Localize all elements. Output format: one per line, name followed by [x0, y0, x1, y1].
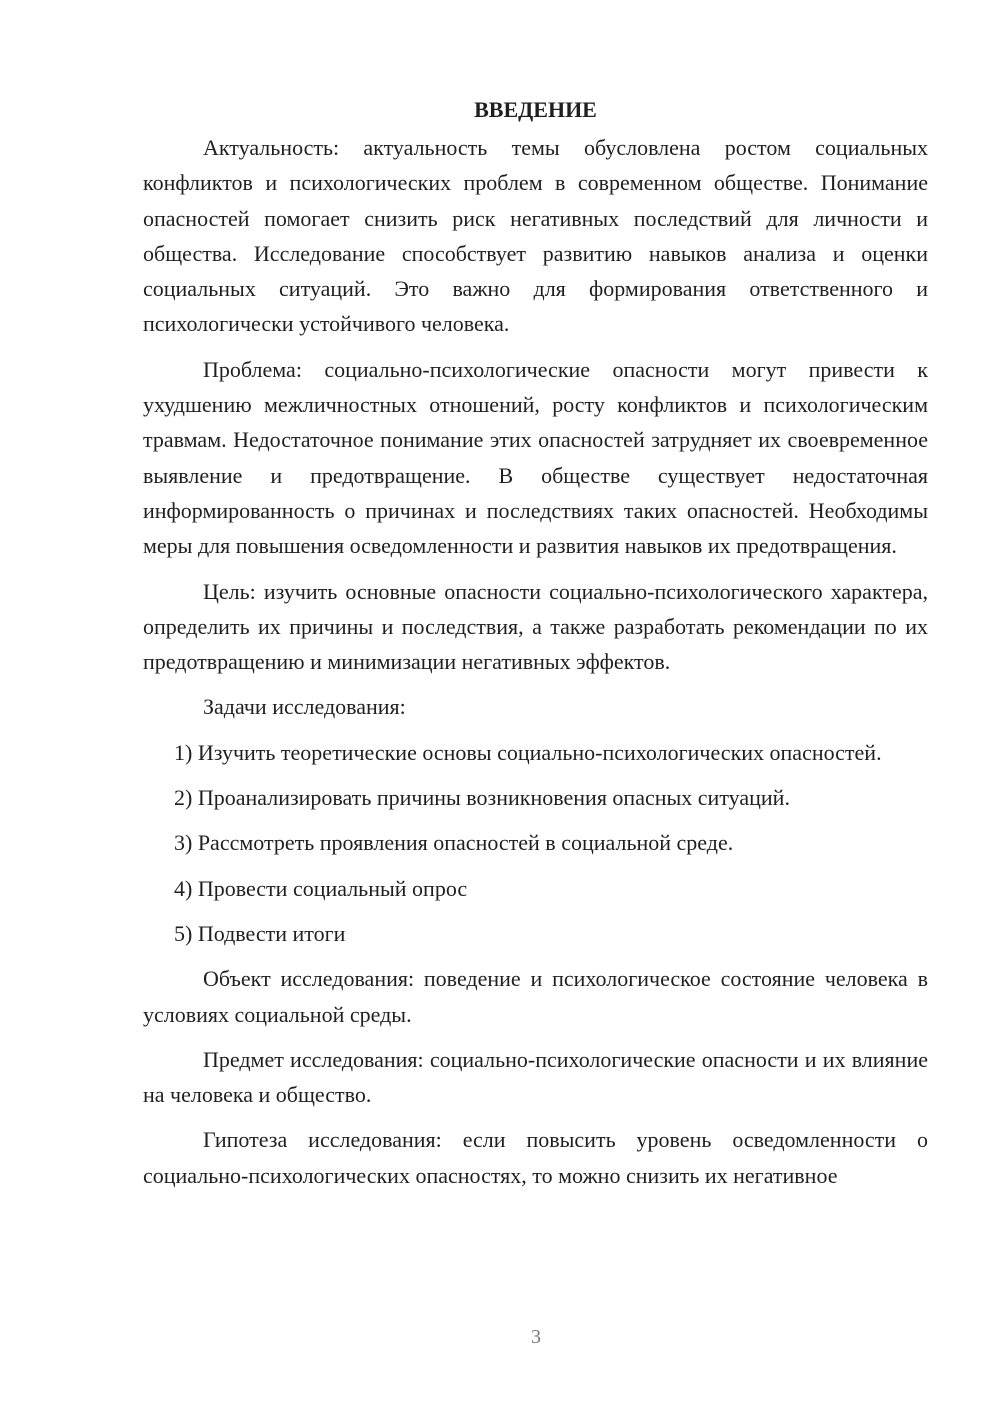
paragraph-object: Объект исследования: поведение и психологическое состояние человека в условиях социальной среды. — [143, 966, 928, 1027]
paragraph-tasks-title: Задачи исследования: — [203, 694, 406, 720]
task-item-5: 5) Подвести итоги — [174, 920, 346, 946]
paragraph-subject: Предмет исследования: социально-психологические опасности и их влияние на человека и общество. — [143, 1046, 928, 1108]
page-number: 3 — [531, 1326, 541, 1348]
paragraph-problem: Проблема: социально-психологические опасности могут привести к ухудшению межличностных отношений, росту конфликтов и психологическим травмам. Недостаточное понимание этих опасностей затрудняет их своевременное выявление и предотвращение. В обществе существует недостаточная информированность о причинах и последствиях таких опасностей. Необходимы меры для повышения осведомленности и развития навыков их предотвращения. — [143, 356, 928, 559]
section-heading: ВВЕДЕНИЕ — [474, 97, 597, 122]
document-page — [143, 92, 928, 1193]
task-item-4: 4) Провести социальный опрос — [174, 875, 468, 901]
paragraph-hypothesis: Гипотеза исследования: если повысить уровень осведомленности о социально-психологических опасностях, то можно снизить их негативное — [143, 1127, 928, 1188]
task-item-2: 2) Проанализировать причины возникновения опасных ситуаций. — [174, 785, 790, 811]
paragraph-goal: Цель: изучить основные опасности социально-психологического характера, определить их причины и последствия, а также разработать рекомендации по их предотвращению и минимизации негативных эффектов. — [143, 578, 928, 675]
task-item-1: 1) Изучить теоретические основы социально-психологических опасностей. — [174, 739, 882, 765]
task-item-3: 3) Рассмотреть проявления опасностей в социальной среде. — [174, 830, 734, 856]
paragraph-relevance: Актуальность: актуальность темы обусловлена ростом социальных конфликтов и психологических проблем в современном обществе. Понимание опасностей помогает снизить риск негативных последствий для личности и общества. Исследование способствует развитию навыков анализа и оценки социальных ситуаций. Это важно для формирования ответственного и психологически устойчивого человека. — [143, 135, 928, 337]
